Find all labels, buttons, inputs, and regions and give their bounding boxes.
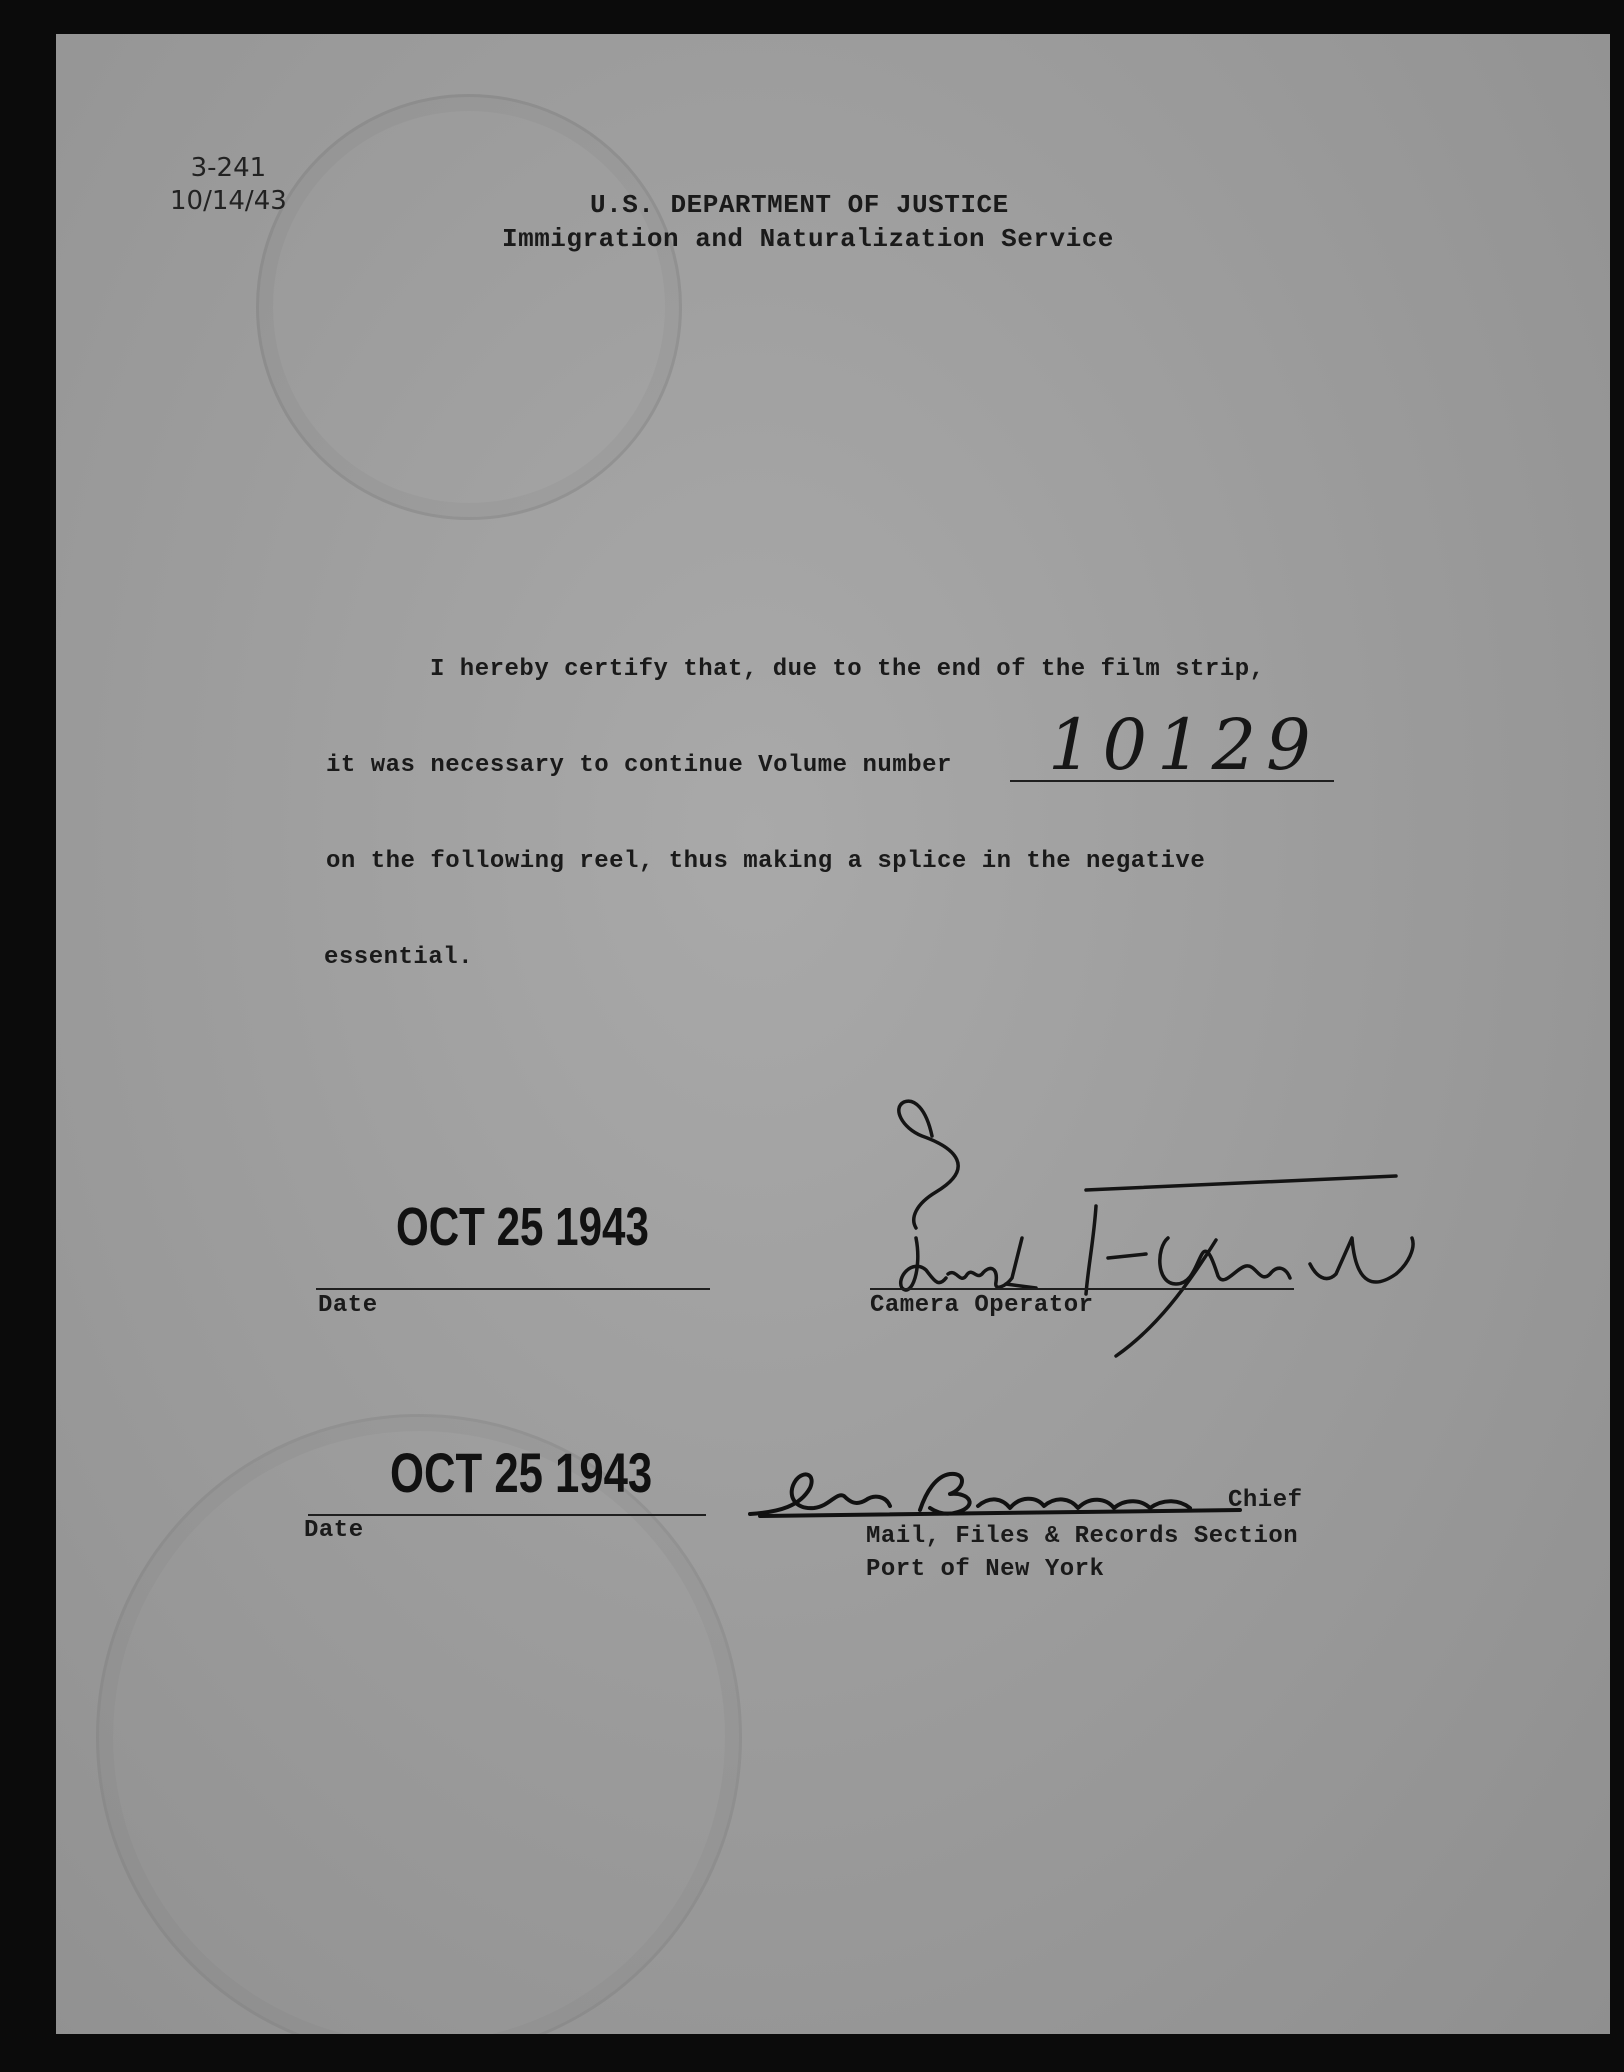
form-date: 10/14/43	[170, 186, 287, 216]
camera-operator-label: Camera Operator	[870, 1292, 1094, 1319]
service-heading: Immigration and Naturalization Service	[502, 224, 1114, 254]
date-label-chief: Date	[304, 1517, 364, 1544]
agency-heading: U.S. DEPARTMENT OF JUSTICE	[590, 190, 1009, 220]
volume-number-handwritten: 10129	[1048, 704, 1321, 786]
date-line-chief	[308, 1514, 706, 1516]
section-label: Mail, Files & Records Section	[866, 1523, 1299, 1550]
certification-line-4: essential.	[324, 944, 474, 971]
date-line-camera-operator	[316, 1288, 710, 1290]
embossed-seal-top	[256, 94, 682, 520]
chief-label: Chief	[1228, 1487, 1303, 1514]
camera-operator-signature	[856, 1088, 1476, 1368]
embossed-seal-bottom	[96, 1414, 742, 2034]
signature-line-camera-operator	[870, 1288, 1294, 1290]
certification-line-3: on the following reel, thus making a splice in the negative	[326, 848, 1206, 875]
document-page	[56, 34, 1610, 2034]
date-stamp-chief: OCT 25 1943	[390, 1441, 653, 1504]
form-code	[170, 152, 287, 218]
certification-line-1: I hereby certify that, due to the end of the film strip,	[430, 656, 1265, 683]
date-stamp-camera-operator: OCT 25 1943	[396, 1197, 649, 1257]
form-number: 3-241	[190, 153, 267, 183]
chief-signature	[740, 1452, 1300, 1532]
date-label-camera-operator: Date	[318, 1292, 378, 1319]
certification-line-2: it was necessary to continue Volume number	[326, 752, 952, 779]
location-label: Port of New York	[866, 1556, 1105, 1583]
